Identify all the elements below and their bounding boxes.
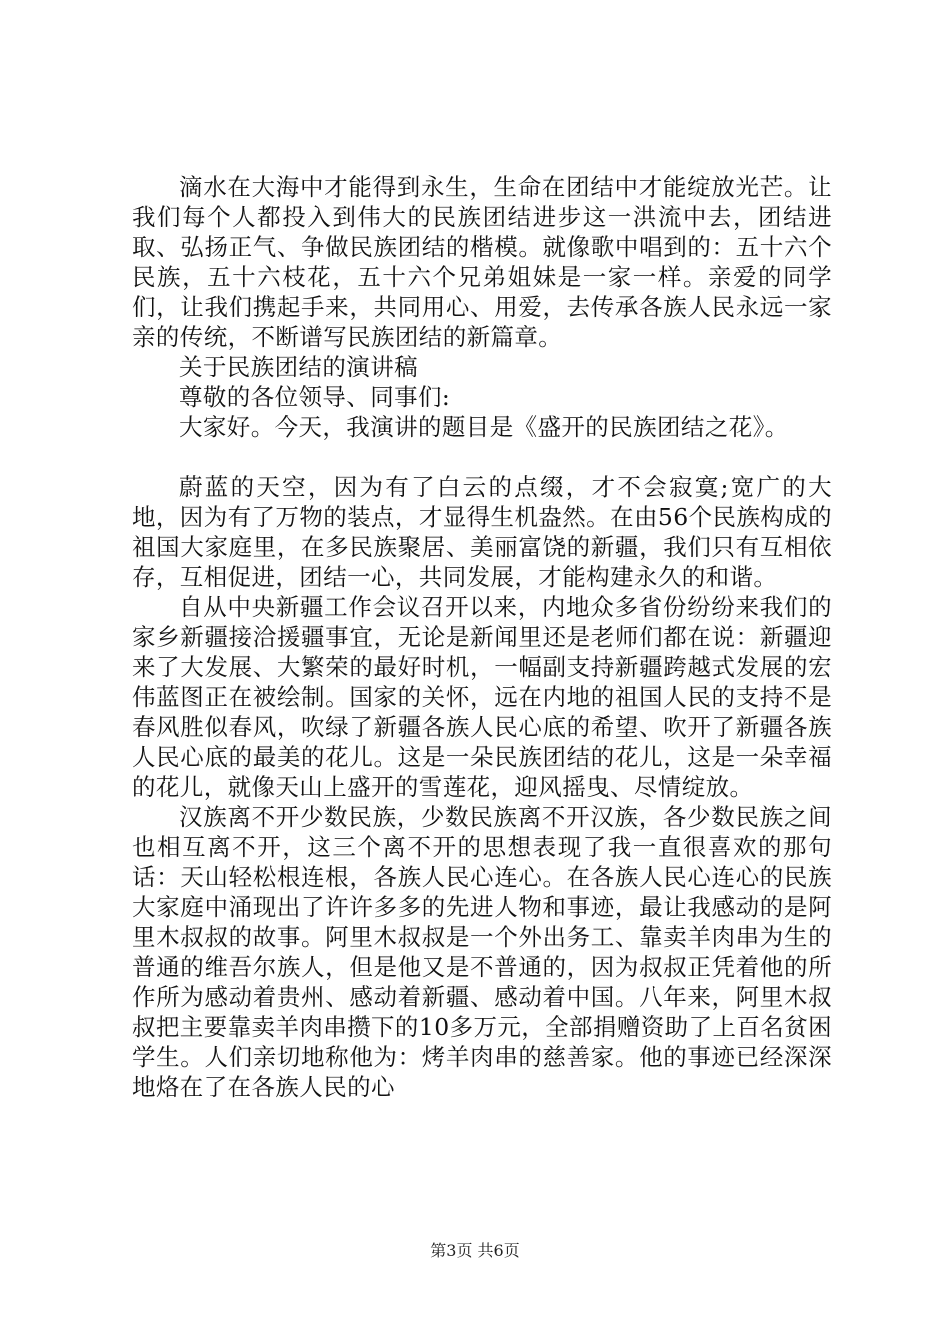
paragraph-xinjiang-development: 自从中央新疆工作会议召开以来，内地众多省份纷纷来我们的家乡新疆接洽援疆事宜，无论是新闻里还是老师们都在说：新疆迎来了大发展、大繁荣的最好时机，一幅副支持新疆跨越式发展的宏伟蓝图正在被绘制。国家的关怀，远在内地的祖国人民的支持不是春风胜似春风，吹绿了新疆各族人民心底的希望、吹开了新疆各族人民心底的最美的花儿。这是一朵民族团结的花儿，这是一朵幸福的花儿，就像天山上盛开的雪莲花，迎风摇曳、尽情绽放。 xyxy=(132,593,832,801)
speech-salutation: 尊敬的各位领导、同事们: xyxy=(179,383,451,411)
speech-greeting: 大家好。今天，我演讲的题目是《盛开的民族团结之花》。 xyxy=(179,413,789,441)
paragraph-alimu-story: 汉族离不开少数民族，少数民族离不开汉族，各少数民族之间也相互离不开，这三个离不开的思想表现了我一直很喜欢的那句话：天山轻松根连根，各族人民心连心。在各族人民心连心的民族大家庭中涌现出了许许多多的先进人物和事迹，最让我感动的是阿里木叔叔的故事。阿里木叔叔是一个外出务工、靠卖羊肉串为生的普通的维吾尔族人，但是他又是不普通的，因为叔叔正凭着他的所作所为感动着贵州、感动着新疆、感动着中国。八年来，阿里木叔叔把主要靠卖羊肉串攒下的10多万元，全部捐赠资助了上百名贫困学生。人们亲切地称他为：烤羊肉串的慈善家。他的事迹已经深深地烙在了在各族人民的心 xyxy=(132,803,832,1101)
document-body xyxy=(132,172,832,1102)
page-number-footer: 第3页 共6页 xyxy=(430,1241,520,1260)
paragraph-intro: 蔚蓝的天空，因为有了白云的点缀，才不会寂寞;宽广的大地，因为有了万物的装点，才显得生机盎然。在由56个民族构成的祖国大家庭里，在多民族聚居、美丽富饶的新疆，我们只有互相依存，互相促进，团结一心，共同发展，才能构建永久的和谐。 xyxy=(132,473,832,591)
paragraph-closing-remarks: 滴水在大海中才能得到永生，生命在团结中才能绽放光芒。让我们每个人都投入到伟大的民族团结进步这一洪流中去，团结进取、弘扬正气、争做民族团结的楷模。就像歌中唱到的：五十六个民族，五十六枝花，五十六个兄弟姐妹是一家一样。亲爱的同学们，让我们携起手来，共同用心、用爱，去传承各族人民永远一家亲的传统，不断谱写民族团结的新篇章。 xyxy=(132,173,832,351)
speech-title: 关于民族团结的演讲稿 xyxy=(179,353,418,381)
